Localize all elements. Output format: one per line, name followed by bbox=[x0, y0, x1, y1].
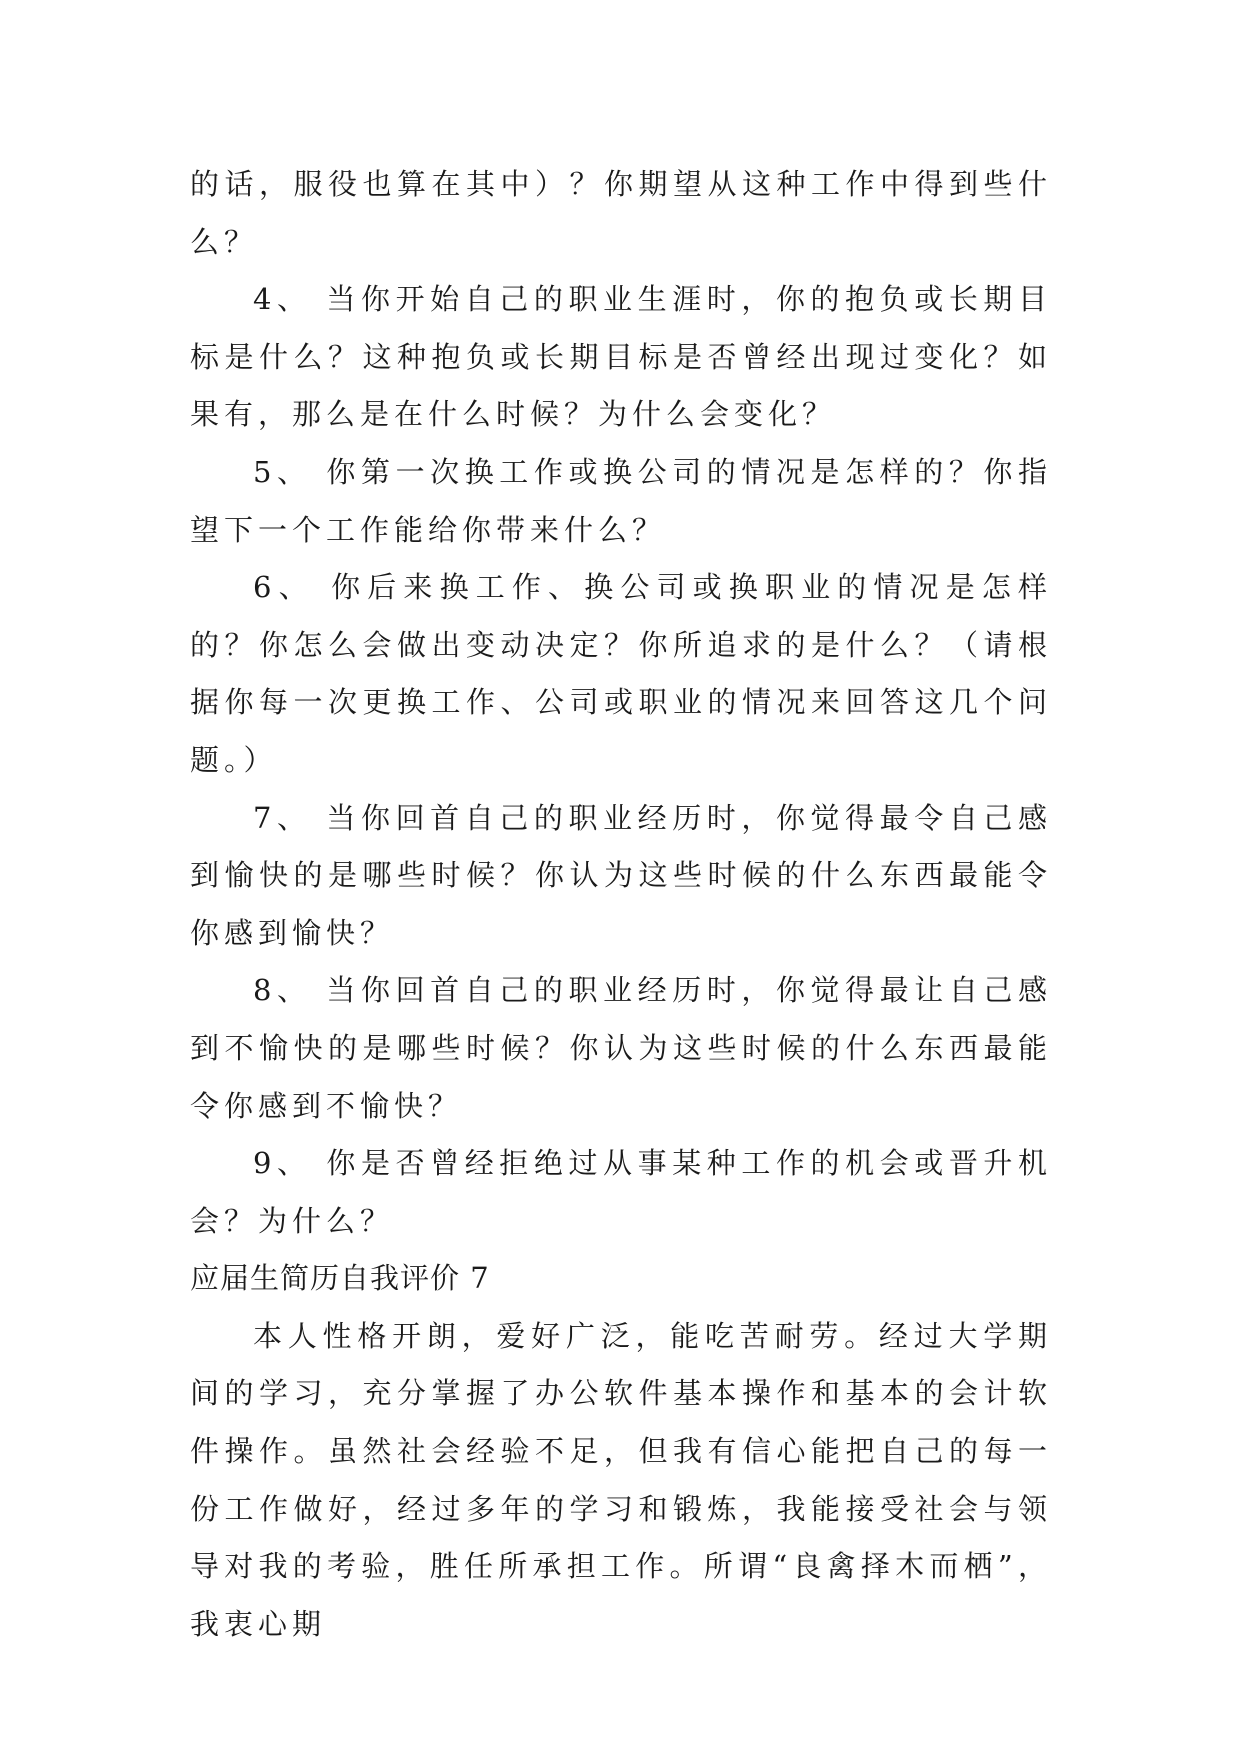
question-4: 4、 当你开始自己的职业生涯时，你的抱负或长期目标是什么？这种抱负或长期目标是否曾经出现过变化？如果有，那么是在什么时候？为什么会变化？ bbox=[190, 282, 1052, 432]
question-7: 7、 当你回首自己的职业经历时，你觉得最令自己感到愉快的是哪些时候？你认为这些时候的什么东西最能令你感到愉快？ bbox=[190, 800, 1052, 950]
question-9: 9、 你是否曾经拒绝过从事某种工作的机会或晋升机会？为什么？ bbox=[190, 1146, 1052, 1238]
document-body bbox=[190, 156, 1052, 1653]
question-8: 8、 当你回首自己的职业经历时，你觉得最让自己感到不愉快的是哪些时候？你认为这些时候的什么东西最能令你感到不愉快？ bbox=[190, 973, 1052, 1123]
question-5: 5、 你第一次换工作或换公司的情况是怎样的？你指望下一个工作能给你带来什么？ bbox=[190, 454, 1052, 547]
paragraph-continued: 的话，服役也算在其中）？你期望从这种工作中得到些什么？ bbox=[190, 167, 1052, 259]
question-6: 6、 你后来换工作、换公司或换职业的情况是怎样的？你怎么会做出变动决定？你所追求的是什么？（请根据你每一次更换工作、公司或职业的情况来回答这几个问题。） bbox=[190, 570, 1052, 777]
section-heading: 应届生简历自我评价 7 bbox=[190, 1261, 490, 1296]
section-body: 本人性格开朗，爱好广泛，能吃苦耐劳。经过大学期间的学习，充分掌握了办公软件基本操作和基本的会计软件操作。虽然社会经验不足，但我有信心能把自己的每一份工作做好，经过多年的学习和锻炼，我能接受社会与领导对我的考验，胜任所承担工作。所谓“良禽择木而栖”，我衷心期 bbox=[190, 1318, 1052, 1641]
